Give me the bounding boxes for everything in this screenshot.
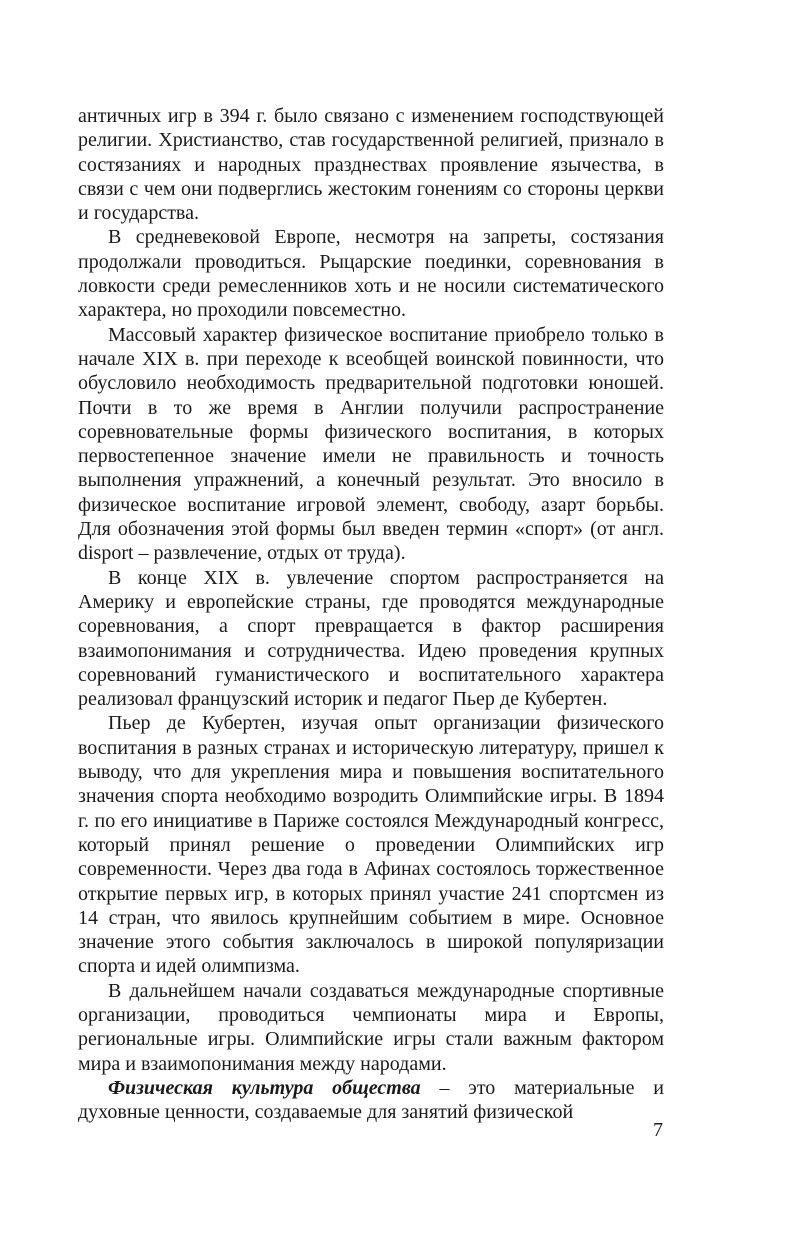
- paragraph-sport-spread: В конце XIX в. увлечение спортом распространяется на Америку и европейские страны, где проводятся международные соревнования, а спорт превращается в фактор расширения взаимопонимания и сотрудничества. Идею проведения крупных соревнований гуманистического и воспитательного характера реализовал французский историк и педагог Пьер де Кубертен.: [78, 566, 664, 711]
- paragraph-ancient-games: античных игр в 394 г. было связано с изменением господствующей религии. Христианство, став государственной религией, признало в состязаниях и народных празднествах проявление язычества, в связи с чем они подверглись жестоким гонениям со стороны церкви и государства.: [78, 105, 664, 225]
- paragraph-international-organizations: В дальнейшем начали создаваться международные спортивные организации, проводиться чемпионаты мира и Европы, региональные игры. Олимпийские игры стали важным фактором мира и взаимопонимания между народами.: [78, 979, 664, 1075]
- paragraph-coubertin: Пьер де Кубертен, изучая опыт организации физического воспитания в разных странах и историческую литературу, пришел к выводу, что для укрепления мира и повышения воспитательного значения спорта необходимо возродить Олимпийские игры. В 1894 г. по его инициативе в Париже состоялся Международный конгресс, который принял решение о проведении Олимпийских игр современности. Через два года в Афинах состоялось торжественное открытие первых игр, в которых принял участие 241 спортсмен из 14 стран, что явилось крупнейшим событием в мире. Основное значение этого события заключалось в широкой популяризации спорта и идей олимпизма.: [78, 712, 664, 978]
- paragraph-mass-physical-education: Массовый характер физическое воспитание приобрело только в начале XIX в. при переходе к всеобщей воинской повинности, что обусловило необходимость предварительной подготовки юношей. Почти в то же время в Англии получили распространение соревновательные формы физического воспитания, в которых первостепенное значение имели не правильность и точность выполнения упражнений, а конечный результат. Это вносило в физическое воспитание игровой элемент, свободу, азарт борьбы. Для обозначения этой формы был введен термин «спорт» (от англ. disport – развлечение, отдых от труда).: [78, 323, 664, 565]
- definition-text: – это материальные и духовные ценности, создаваемые для занятий физической: [78, 1076, 664, 1124]
- paragraph-middle-ages: В средневековой Европе, несмотря на запреты, состязания продолжали проводиться. Рыцарские поединки, соревнования в ловкости среди ремесленников хоть и не носили систематического характера, но проходили повсеместно.: [78, 226, 664, 322]
- page-number: 7: [653, 1119, 663, 1141]
- page-body: [78, 104, 664, 1124]
- paragraph-physical-culture-definition: [78, 1076, 664, 1125]
- term-physical-culture: Физическая культура общества: [108, 1076, 421, 1099]
